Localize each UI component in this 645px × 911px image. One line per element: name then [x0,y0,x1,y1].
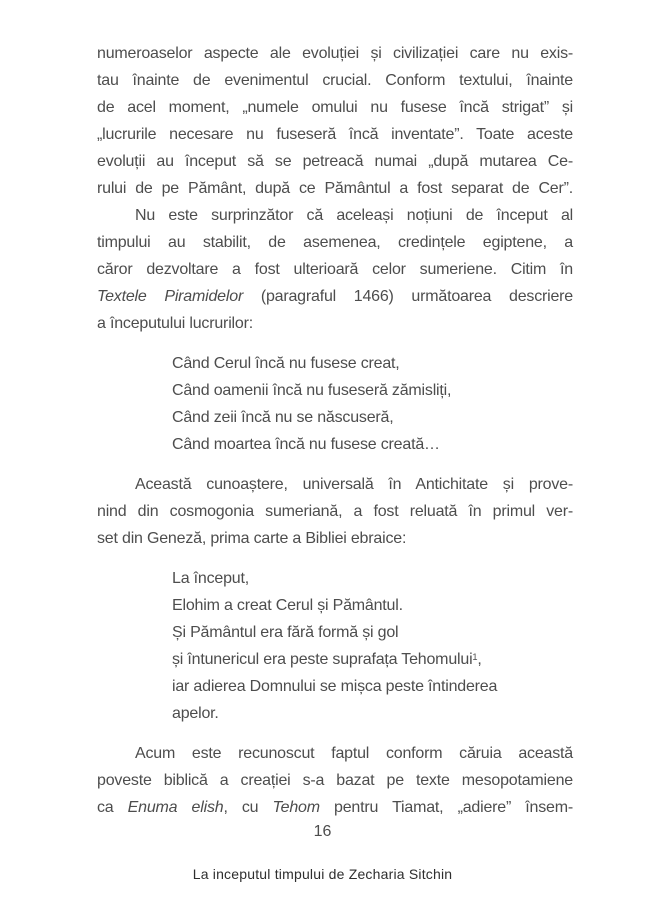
text-segment: „lucrurile necesare nu fuseseră încă inventate”. Toate aceste [97,126,573,143]
quote-line [172,619,573,646]
body-text [97,40,573,821]
text-segment: apelor. [172,705,219,722]
text-line [97,67,573,94]
footnote-marker: 1 [472,651,478,662]
text-segment: ca [97,799,128,816]
paragraph [97,471,573,552]
quote-line [172,565,573,592]
text-line [97,767,573,794]
page-number: 16 [313,823,332,840]
text-segment: set din Geneză, prima carte a Bibliei ebraice: [97,530,407,547]
quote-block [97,565,573,727]
text-segment: Această cunoaștere, universală în Antichitate și prove- [135,476,573,493]
text-line [97,256,573,283]
text-line [97,202,573,229]
text-segment: Acum este recunoscut faptul conform căruia această [135,745,573,762]
quote-line [172,350,573,377]
quote-line [172,431,573,458]
text-segment: Elohim a creat Cerul și Pământul. [172,597,403,614]
text-segment: și întunericul era peste suprafața Tehomului [172,651,473,668]
book-title-caption: La inceputul timpului de Zecharia Sitchin [192,866,453,882]
text-segment: Când zeii încă nu se născuseră, [172,409,394,426]
text-segment: Când oamenii încă nu fuseseră zămisliți, [172,382,452,399]
text-segment: Când Cerul încă nu fusese creat, [172,355,400,372]
text-segment: Nu este surprinzător că aceleași noțiuni de început al [135,207,573,224]
text-segment: timpului au stabilit, de asemenea, credințele egiptene, a [97,234,573,251]
text-segment: La început, [172,570,249,587]
text-segment: a începutului lucrurilor: [97,315,253,332]
text-line [97,94,573,121]
quote-line [172,646,573,673]
text-line [97,283,573,310]
text-line [97,229,573,256]
text-segment: rului de pe Pământ, după ce Pământul a fost separat de Cer”. [97,180,573,197]
text-segment: Și Pământul era fără formă și gol [172,624,399,641]
text-line [97,794,573,821]
text-line [97,175,573,202]
text-line [97,525,573,552]
text-segment: nind din cosmogonia sumeriană, a fost reluată în primul ver- [97,503,573,520]
text-segment: pentru Tiamat, „adiere” însem- [319,799,573,816]
italic-title: Enuma elish [127,799,224,816]
paragraph [97,40,573,202]
text-segment: iar adierea Domnului se mișca peste întinderea [172,678,498,695]
italic-title: Tehom [272,799,320,816]
text-line [97,310,573,337]
text-segment: numeroaselor aspecte ale evoluției și civilizației care nu exis- [97,45,573,62]
quote-line [172,700,573,727]
text-segment: evoluții au început să se petreacă numai „după mutarea Ce- [97,153,573,170]
text-segment: , [477,651,482,668]
text-segment: tau înainte de evenimentul crucial. Conform textului, înainte [97,72,573,89]
text-segment: poveste biblică a creației s-a bazat pe texte mesopotamiene [97,772,573,789]
paragraph [97,202,573,337]
text-segment: (paragraful 1466) următoarea descriere [243,288,574,305]
text-line [97,498,573,525]
text-line [97,121,573,148]
text-line [97,740,573,767]
quote-line [172,404,573,431]
paragraph [97,740,573,821]
text-segment: , cu [223,799,273,816]
text-line [97,471,573,498]
quote-block [97,350,573,458]
quote-line [172,592,573,619]
text-line [97,148,573,175]
text-segment: Când moartea încă nu fusese creată… [172,436,440,453]
text-segment: de acel moment, „numele omului nu fusese încă strigat” și [97,99,573,116]
text-line [97,40,573,67]
text-segment: căror dezvoltare a fost ulterioară celor sumeriene. Citim în [97,261,573,278]
italic-title: Textele Piramidelor [97,288,244,305]
quote-line [172,673,573,700]
quote-line [172,377,573,404]
